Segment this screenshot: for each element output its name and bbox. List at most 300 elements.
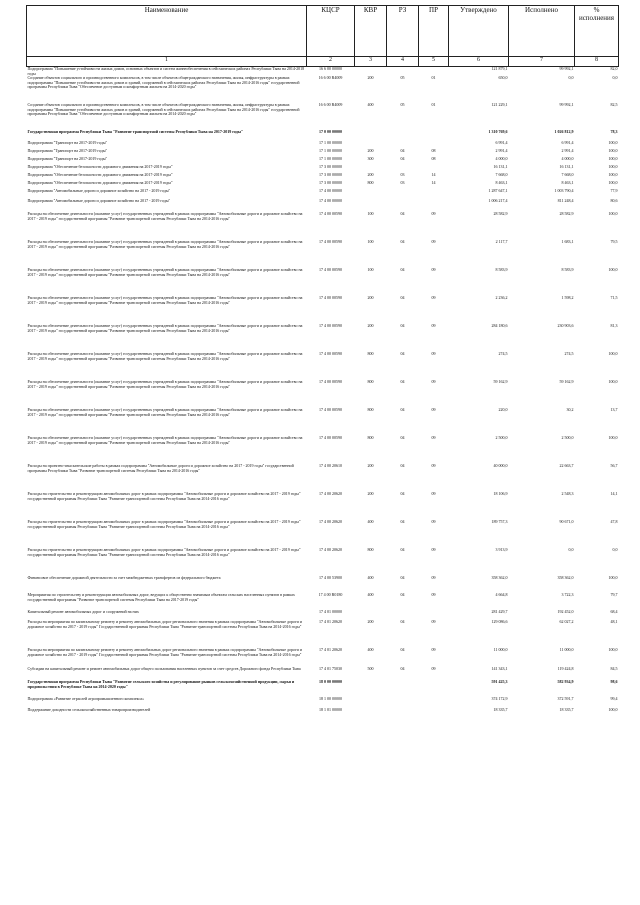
- row-percent: 80,6: [610, 199, 618, 204]
- table-row: [27, 680, 619, 697]
- row-rz: 04: [400, 408, 405, 413]
- row-name: Расходы на мероприятия по капитальному ремонту и ремонту автомобильных дорог регионального значения в рамках подпрограммы "Автомобильные дороги и дорожное хозяйство на 2017 - 2019 годы" Государственной программы Республики Тыва "Развитие транспортной системы Республики Тыва на 2014-2016 годы": [27, 648, 302, 657]
- row-kcsr: 17 1 00 00000: [319, 141, 342, 146]
- row-approved: 121 879,1: [491, 66, 508, 71]
- row-approved: 121 229,1: [491, 103, 508, 108]
- table-row: [27, 464, 619, 492]
- row-approved: 650,0: [498, 76, 508, 81]
- table-row: [27, 76, 619, 103]
- row-name: Расходы на обеспечение деятельности (оказание услуг) государственных учреждений в рамках подпрограммы "Автомобильные дороги и дорожное хозяйство на 2017 - 2019 годы" государственной программы "Развитие транспортной системы Республики Тыва на 2014-2016 годы": [27, 240, 303, 249]
- row-pr: [419, 680, 449, 697]
- row-kvr: 200: [367, 620, 374, 625]
- row-kcsr: 17 3 00 00000: [319, 173, 342, 178]
- row-rz: [387, 189, 419, 199]
- row-pr: [419, 67, 449, 77]
- row-pr: [419, 708, 449, 719]
- row-name: Подпрограмма "Транспорт на 2017-2019 годы": [27, 149, 108, 154]
- row-percent: 48,1: [610, 620, 618, 625]
- row-kcsr: 17 0 00 00000: [319, 130, 342, 135]
- row-pr: [419, 697, 449, 708]
- row-kcsr: 17 4 00 00590: [319, 408, 342, 413]
- row-kvr: 400: [367, 648, 374, 653]
- row-pr: 01: [431, 76, 436, 81]
- row-kvr: [355, 189, 387, 199]
- table-row: [27, 620, 619, 648]
- row-pr: [419, 165, 449, 173]
- row-kcsr: 17 4 00 00590: [319, 380, 342, 385]
- row-executed: 1 003 790,4: [554, 189, 574, 194]
- row-kvr: [355, 199, 387, 212]
- row-rz: 04: [400, 520, 405, 525]
- table-row: [27, 165, 619, 173]
- row-kcsr: 17 4 01 75030: [319, 667, 342, 672]
- table-row: [27, 181, 619, 189]
- row-pr: 09: [431, 667, 436, 672]
- row-executed: 2 991,4: [561, 149, 574, 154]
- row-rz: [387, 708, 419, 719]
- row-kvr: [355, 697, 387, 708]
- row-executed: 59 162,9: [559, 380, 574, 385]
- row-name: Подпрограмма "Автомобильные дороги и дорожное хозяйство на 2017 - 2019 годы": [27, 189, 171, 194]
- row-rz: [387, 130, 419, 141]
- row-kvr: [355, 610, 387, 620]
- row-pr: 09: [431, 576, 436, 581]
- row-kvr: 800: [367, 380, 374, 385]
- row-rz: 04: [400, 436, 405, 441]
- row-kvr: 400: [367, 520, 374, 525]
- row-kcsr: 18 0 00 00000: [319, 680, 342, 685]
- table-body: [27, 67, 619, 720]
- table-row: [27, 548, 619, 576]
- row-rz: 04: [400, 667, 405, 672]
- row-percent: 100,0: [608, 212, 618, 217]
- row-pr: 09: [431, 520, 436, 525]
- row-name: Подпрограмма "Обеспечение безопасности дорожного движения на 2017-2019 годы": [27, 173, 173, 178]
- row-rz: 03: [400, 181, 405, 186]
- row-executed: 3 722,3: [561, 593, 574, 598]
- row-kcsr: 17 4 00 00000: [319, 189, 342, 194]
- header-executed: Исполнено: [509, 6, 575, 57]
- row-percent: 100,0: [608, 141, 618, 146]
- row-executed: 1 683,1: [561, 240, 574, 245]
- row-pr: 09: [431, 240, 436, 245]
- row-percent: 100,0: [608, 436, 618, 441]
- row-approved: 6 991,4: [495, 141, 508, 146]
- row-percent: 14,1: [610, 492, 618, 497]
- row-name: Расходы на обеспечение деятельности (оказание услуг) государственных учреждений в рамках подпрограммы "Автомобильные дороги и дорожное хозяйство на 2017 - 2019 годы" государственной программы "Развитие транспортной системы Республики Тыва на 2014-2016 годы": [27, 324, 303, 333]
- row-rz: 05: [400, 103, 405, 108]
- column-number: 3: [355, 57, 387, 67]
- row-executed: 30,2: [566, 408, 574, 413]
- row-rz: [387, 199, 419, 212]
- row-pr: 09: [431, 648, 436, 653]
- table-row: [27, 352, 619, 380]
- row-executed: 582 934,9: [557, 680, 574, 685]
- row-kcsr: 16 6 00 R4009: [318, 103, 343, 108]
- row-kvr: 800: [367, 352, 374, 357]
- row-kvr: 800: [367, 408, 374, 413]
- row-pr: 01: [431, 103, 436, 108]
- row-percent: 71,5: [610, 296, 618, 301]
- row-percent: 100,0: [608, 648, 618, 653]
- row-name: Подпрограмма "Повышение устойчивости жилых домов, основных объектов и систем жизнеобеспечения в сейсмических районах Республики Тыва на 2014-2018 годы: [27, 66, 305, 76]
- row-kvr: 800: [367, 548, 374, 553]
- row-name: Поддержание доходности сельскохозяйственных товаропроизводителей: [27, 708, 151, 713]
- row-rz: 04: [400, 492, 405, 497]
- row-executed: 2 500,0: [561, 436, 574, 441]
- row-pr: 09: [431, 464, 436, 469]
- row-kvr: [355, 130, 387, 141]
- row-kvr: [355, 708, 387, 719]
- row-kcsr: 17 4 00 20610: [319, 464, 342, 469]
- row-kvr: 200: [367, 464, 374, 469]
- row-executed: 62 027,2: [559, 620, 574, 625]
- row-rz: [387, 67, 419, 77]
- table-row: [27, 593, 619, 610]
- row-kcsr: 17 4 00 00590: [319, 268, 342, 273]
- row-name: Подпрограмма "Обеспечение безопасности дорожного движения на 2017-2019 годы": [27, 165, 173, 170]
- row-pr: 09: [431, 268, 436, 273]
- table-row: [27, 492, 619, 520]
- row-rz: 04: [400, 576, 405, 581]
- row-rz: 04: [400, 240, 405, 245]
- row-name: Подпрограмма "Транспорт на 2017-2019 годы": [27, 141, 108, 146]
- row-pr: [419, 189, 449, 199]
- table-row: [27, 708, 619, 719]
- row-name: Подпрограмма «Развитие отраслей агропромышленного комплекса»: [27, 697, 145, 702]
- row-name: Подпрограмма "Транспорт на 2017-2019 годы": [27, 157, 108, 162]
- row-approved: 1 287 647,1: [488, 189, 508, 194]
- row-rz: 04: [400, 157, 405, 162]
- row-kcsr: 17 1 00 00000: [319, 149, 342, 154]
- row-rz: 03: [400, 173, 405, 178]
- row-executed: 99 992,1: [559, 103, 574, 108]
- row-name: Расходы на мероприятия по капитальному ремонту и ремонту автомобильных дорог регионального значения в рамках подпрограммы "Автомобильные дороги и дорожное хозяйство на 2017 - 2019 годы" Государственной программы Республики Тыва "Развитие транспортной системы Республики Тыва на 2014-2016 годы": [27, 620, 302, 629]
- row-pr: [419, 199, 449, 212]
- row-rz: 04: [400, 352, 405, 357]
- row-approved: 189 757,3: [491, 520, 508, 525]
- row-percent: 100,0: [608, 268, 618, 273]
- table-row: [27, 149, 619, 157]
- row-rz: 04: [400, 149, 405, 154]
- row-pr: [419, 610, 449, 620]
- row-kvr: 200: [367, 296, 374, 301]
- row-name: Расходы на строительство и реконструкцию автомобильных дорог в рамках подпрограммы "Автомобильные дороги и дорожное хозяйство на 2017 - 2019 годы" государственной программы Республики Тыва "Развитие транспортной системы Республики Тыва на 2014-2016 годы": [27, 492, 301, 501]
- table-row: [27, 296, 619, 324]
- row-executed: 274,5: [564, 352, 574, 357]
- row-executed: 119 424,8: [557, 667, 574, 672]
- row-executed: 8 463,1: [561, 181, 574, 186]
- row-approved: 4 000,0: [495, 157, 508, 162]
- row-kvr: 400: [367, 576, 374, 581]
- row-name: Расходы на обеспечение деятельности (оказание услуг) государственных учреждений в рамках подпрограммы "Автомобильные дороги и дорожное хозяйство на 2017 - 2019 годы" государственной программы "Развитие транспортной системы Республики Тыва на 2014-2016 годы": [27, 408, 303, 417]
- row-name: Расходы на обеспечение деятельности (оказание услуг) государственных учреждений в рамках подпрограммы "Автомобильные дороги и дорожное хозяйство на 2017 - 2019 годы" государственной программы "Развитие транспортной системы Республики Тыва на 2014-2016 годы": [27, 436, 303, 445]
- row-pr: 09: [431, 296, 436, 301]
- column-number: 6: [449, 57, 509, 67]
- row-executed: 8 583,9: [561, 268, 574, 273]
- row-approved: 374 172,9: [491, 697, 508, 702]
- row-rz: 04: [400, 548, 405, 553]
- row-percent: 100,0: [608, 380, 618, 385]
- row-name: Субсидии на капитальный ремонт и ремонт автомобильных дорог общего пользования населенных пунктов за счет средств Дорожного фонда Республики Тыва: [27, 667, 301, 672]
- budget-execution-table: [26, 5, 619, 719]
- row-kcsr: 17 4 00 00590: [319, 352, 342, 357]
- header-kvr: КВР: [355, 6, 387, 57]
- row-kcsr: 16 6 00 R4009: [318, 76, 343, 81]
- row-executed: 2 548,3: [561, 492, 574, 497]
- row-executed: 90 671,0: [559, 520, 574, 525]
- row-rz: 04: [400, 648, 405, 653]
- table-row: [27, 268, 619, 296]
- row-name: Расходы на обеспечение деятельности (оказание услуг) государственных учреждений в рамках подпрограммы "Автомобильные дороги и дорожное хозяйство на 2017 - 2019 годы" государственной программы "Развитие транспортной системы Республики Тыва на 2014-2016 годы": [27, 380, 303, 389]
- row-percent: 0,0: [612, 76, 618, 81]
- row-approved: 3 913,9: [495, 548, 508, 553]
- column-number: 7: [509, 57, 575, 67]
- row-rz: [387, 697, 419, 708]
- row-kcsr: 17 4 00 20620: [319, 492, 342, 497]
- table-row: [27, 648, 619, 667]
- row-kvr: 200: [367, 149, 374, 154]
- table-row: [27, 520, 619, 548]
- row-approved: 40 000,0: [493, 464, 508, 469]
- table-row: [27, 130, 619, 141]
- row-rz: 04: [400, 212, 405, 217]
- row-rz: [387, 680, 419, 697]
- row-percent: 0,0: [612, 548, 618, 553]
- table-row: [27, 157, 619, 165]
- row-pr: 09: [431, 548, 436, 553]
- row-kvr: 100: [367, 212, 374, 217]
- row-rz: [387, 165, 419, 173]
- table-row: [27, 408, 619, 436]
- row-name: Расходы на обеспечение деятельности (оказание услуг) государственных учреждений в рамках подпрограммы "Автомобильные дороги и дорожное хозяйство на 2017 - 2019 годы" государственной программы "Развитие транспортной системы Республики Тыва на 2014-2016 годы": [27, 352, 303, 361]
- row-percent: 47,8: [610, 520, 618, 525]
- row-name: Расходы на обеспечение деятельности (оказание услуг) государственных учреждений в рамках подпрограммы "Автомобильные дороги и дорожное хозяйство на 2017 - 2019 годы" государственной программы "Развитие транспортной системы Республики Тыва на 2014-2016 годы": [27, 212, 303, 221]
- row-name: Расходы на строительство и реконструкцию автомобильных дорог в рамках подпрограммы "Автомобильные дороги и дорожное хозяйство на 2017 - 2019 годы" государственной программы Республики Тыва "Развитие транспортной системы Республики Тыва на 2014-2016 годы": [27, 548, 301, 557]
- row-percent: 68,4: [610, 610, 618, 615]
- row-kvr: 800: [367, 181, 374, 186]
- header-pr: ПР: [419, 6, 449, 57]
- table-row: [27, 189, 619, 199]
- header-approved: Утверждено: [449, 6, 509, 57]
- column-number: 1: [27, 57, 307, 67]
- row-pr: 08: [431, 149, 436, 154]
- row-kvr: [355, 680, 387, 697]
- row-executed: 811 248,4: [557, 199, 574, 204]
- column-number: 2: [307, 57, 355, 67]
- table-row: [27, 173, 619, 181]
- row-approved: 220,0: [498, 408, 508, 413]
- row-kcsr: 16 6 00 00000: [319, 66, 342, 71]
- row-percent: 100,0: [608, 576, 618, 581]
- table-row: [27, 667, 619, 680]
- table-row: [27, 380, 619, 408]
- row-approved: 8 463,1: [495, 181, 508, 186]
- row-kcsr: 17 4 00 20620: [319, 548, 342, 553]
- row-name: Расходы на проектно-изыскательские работы в рамках подпрограммы "Автомобильные дороги и дорожное хозяйство на 2017 - 2019 годы" государственной программы Республики Тыва "Развитие транспортной системы Республики Тыва на 2014-2016 годы": [27, 464, 294, 473]
- row-kvr: [355, 67, 387, 77]
- row-approved: 129 086,6: [491, 620, 508, 625]
- header-rz: РЗ: [387, 6, 419, 57]
- row-kcsr: 17 4 00 20620: [319, 520, 342, 525]
- table-row: [27, 103, 619, 130]
- row-percent: 78,3: [610, 130, 618, 135]
- row-pr: 09: [431, 212, 436, 217]
- row-executed: 22 663,7: [559, 464, 574, 469]
- table-row: [27, 324, 619, 352]
- header-kcsr: КЦСР: [307, 6, 355, 57]
- table-row: [27, 141, 619, 149]
- row-executed: 18 335,7: [559, 708, 574, 713]
- row-approved: 358 362,0: [491, 576, 508, 581]
- row-kvr: 400: [367, 593, 374, 598]
- row-approved: 28 582,9: [493, 212, 508, 217]
- row-approved: 16 131,1: [493, 165, 508, 170]
- row-rz: 04: [400, 464, 405, 469]
- row-approved: 2 236,2: [495, 296, 508, 301]
- row-rz: 05: [400, 76, 405, 81]
- row-pr: 08: [431, 157, 436, 162]
- header-percent: % исполнения: [575, 6, 619, 57]
- row-percent: 100,0: [608, 157, 618, 162]
- row-percent: 82,5: [610, 103, 618, 108]
- row-executed: 230 903,6: [557, 324, 574, 329]
- row-kcsr: 17 4 01 20620: [319, 648, 342, 653]
- row-executed: 7 668,0: [561, 173, 574, 178]
- row-pr: 09: [431, 324, 436, 329]
- table-row: [27, 67, 619, 77]
- row-kvr: 200: [367, 173, 374, 178]
- row-pr: 14: [431, 181, 436, 186]
- row-kvr: 200: [367, 76, 374, 81]
- row-approved: 281 429,7: [491, 610, 508, 615]
- row-kcsr: 18 1 01 00000: [319, 708, 342, 713]
- row-percent: 81,3: [610, 324, 618, 329]
- row-percent: 82,0: [610, 66, 618, 71]
- row-approved: 2 500,0: [495, 436, 508, 441]
- row-approved: 18 335,7: [493, 708, 508, 713]
- row-executed: 358 362,0: [557, 576, 574, 581]
- column-number: 5: [419, 57, 449, 67]
- table-row: [27, 436, 619, 464]
- row-name: Создание объектов социального и производственного комплексов, в том числе объектов общегражданского назначения, жилья, инфраструктуры в рамках подпрограммы "Повышение устойчивости жилых домов и зданий, сооружений в сейсмических районах Республики Тыва на 2014-2016 годы" государственной программы Республики Тыва "Обеспечение доступным и комфортным жильем на 2014-2020 годы": [27, 76, 300, 90]
- row-executed: 0,0: [568, 76, 574, 81]
- row-name: Подпрограмма "Автомобильные дороги и дорожное хозяйство на 2017 - 2019 годы": [27, 199, 171, 204]
- row-pr: 09: [431, 492, 436, 497]
- row-percent: 99,4: [610, 697, 618, 702]
- row-pr: 09: [431, 593, 436, 598]
- table-row: [27, 576, 619, 593]
- row-executed: 16 131,1: [559, 165, 574, 170]
- row-executed: 28 582,9: [559, 212, 574, 217]
- table-row: [27, 199, 619, 212]
- row-approved: 141 343,1: [491, 667, 508, 672]
- row-approved: 2 117,7: [495, 240, 508, 245]
- row-kcsr: 17 4 00 53900: [319, 576, 342, 581]
- row-kvr: 400: [367, 103, 374, 108]
- row-percent: 100,0: [608, 352, 618, 357]
- row-kcsr: 17 3 00 00000: [319, 181, 342, 186]
- row-kcsr: 17 4 00 00590: [319, 324, 342, 329]
- row-executed: 372 591,7: [557, 697, 574, 702]
- table-row: [27, 697, 619, 708]
- row-kvr: 200: [367, 324, 374, 329]
- row-kcsr: 17 4 01 00000: [319, 610, 342, 615]
- table-row: [27, 610, 619, 620]
- row-kcsr: 17 4 00 00590: [319, 436, 342, 441]
- row-percent: 77,9: [610, 189, 618, 194]
- row-kcsr: 17 4 00 R0180: [318, 593, 343, 598]
- row-kvr: 800: [367, 436, 374, 441]
- row-percent: 84,5: [610, 667, 618, 672]
- row-percent: 79,7: [610, 593, 618, 598]
- row-kvr: 100: [367, 240, 374, 245]
- row-kvr: [355, 165, 387, 173]
- row-name: Расходы на обеспечение деятельности (оказание услуг) государственных учреждений в рамках подпрограммы "Автомобильные дороги и дорожное хозяйство на 2017 - 2019 годы" государственной программы "Развитие транспортной системы Республики Тыва на 2014-2016 годы": [27, 296, 303, 305]
- row-percent: 100,0: [608, 181, 618, 186]
- row-pr: 14: [431, 173, 436, 178]
- row-name: Финансовое обеспечение дорожной деятельности за счет межбюджетных трансфертов из федерального бюджета: [27, 576, 221, 581]
- row-executed: 1 026 812,9: [554, 130, 574, 135]
- row-executed: 11 000,0: [559, 648, 574, 653]
- column-number: 8: [575, 57, 619, 67]
- row-executed: 4 000,0: [561, 157, 574, 162]
- row-kcsr: 17 4 00 00590: [319, 212, 342, 217]
- row-percent: 100,0: [608, 165, 618, 170]
- row-percent: 98,6: [610, 680, 618, 685]
- row-approved: 4 664,8: [495, 593, 508, 598]
- row-percent: 56,7: [610, 464, 618, 469]
- row-kcsr: 17 3 00 00000: [319, 165, 342, 170]
- row-pr: 09: [431, 620, 436, 625]
- row-kcsr: 17 1 00 00000: [319, 157, 342, 162]
- row-pr: 09: [431, 380, 436, 385]
- row-percent: 13,7: [610, 408, 618, 413]
- row-name: Мероприятия по строительству и реконструкции автомобильных дорог, ведущих к общественно значимым объектам сельских населенных пунктов в рамках государственной программы "Развитие транспортной системы Республики Тыва на 2017-2019 годы": [27, 593, 295, 602]
- row-executed: 1 598,2: [561, 296, 574, 301]
- row-rz: 04: [400, 380, 405, 385]
- row-kcsr: 17 4 00 00590: [319, 240, 342, 245]
- row-approved: 8 583,9: [495, 268, 508, 273]
- row-pr: 09: [431, 352, 436, 357]
- header-name: Наименование: [27, 6, 307, 57]
- row-kvr: 200: [367, 492, 374, 497]
- row-pr: 09: [431, 408, 436, 413]
- row-rz: 04: [400, 268, 405, 273]
- row-executed: 192 452,0: [557, 610, 574, 615]
- row-name: Создание объектов социального и производственного комплексов, в том числе объектов общегражданского назначения, жилья, инфраструктуры в рамках подпрограммы "Повышение устойчивости жилых домов и зданий, сооружений в сейсмических районах Республики Тыва на 2014-2016 годы" государственной программы Республики Тыва "Обеспечение доступным и комфортным жильем на 2014-2020 годы": [27, 103, 300, 117]
- row-name: Расходы на обеспечение деятельности (оказание услуг) государственных учреждений в рамках подпрограммы "Автомобильные дороги и дорожное хозяйство на 2017 - 2019 годы" государственной программы "Развитие транспортной системы Республики Тыва на 2014-2016 годы": [27, 268, 303, 277]
- row-rz: 04: [400, 593, 405, 598]
- row-name: Расходы на строительство и реконструкцию автомобильных дорог в рамках подпрограммы "Автомобильные дороги и дорожное хозяйство на 2017 - 2019 годы" государственной программы Республики Тыва "Развитие транспортной системы Республики Тыва на 2014-2016 годы": [27, 520, 301, 529]
- row-approved: 18 106,9: [493, 492, 508, 497]
- row-approved: 1 006 217,4: [488, 199, 508, 204]
- row-executed: 6 991,4: [561, 141, 574, 146]
- row-kcsr: 17 4 01 20620: [319, 620, 342, 625]
- row-percent: 79,5: [610, 240, 618, 245]
- row-approved: 274,5: [498, 352, 508, 357]
- row-percent: 100,0: [608, 708, 618, 713]
- row-pr: [419, 141, 449, 149]
- row-approved: 7 668,0: [495, 173, 508, 178]
- row-rz: [387, 610, 419, 620]
- column-number: 4: [387, 57, 419, 67]
- row-percent: 100,0: [608, 149, 618, 154]
- row-approved: 11 000,0: [493, 648, 508, 653]
- table-row: [27, 240, 619, 268]
- row-kcsr: 18 1 00 00000: [319, 697, 342, 702]
- table-header-row: [27, 6, 619, 57]
